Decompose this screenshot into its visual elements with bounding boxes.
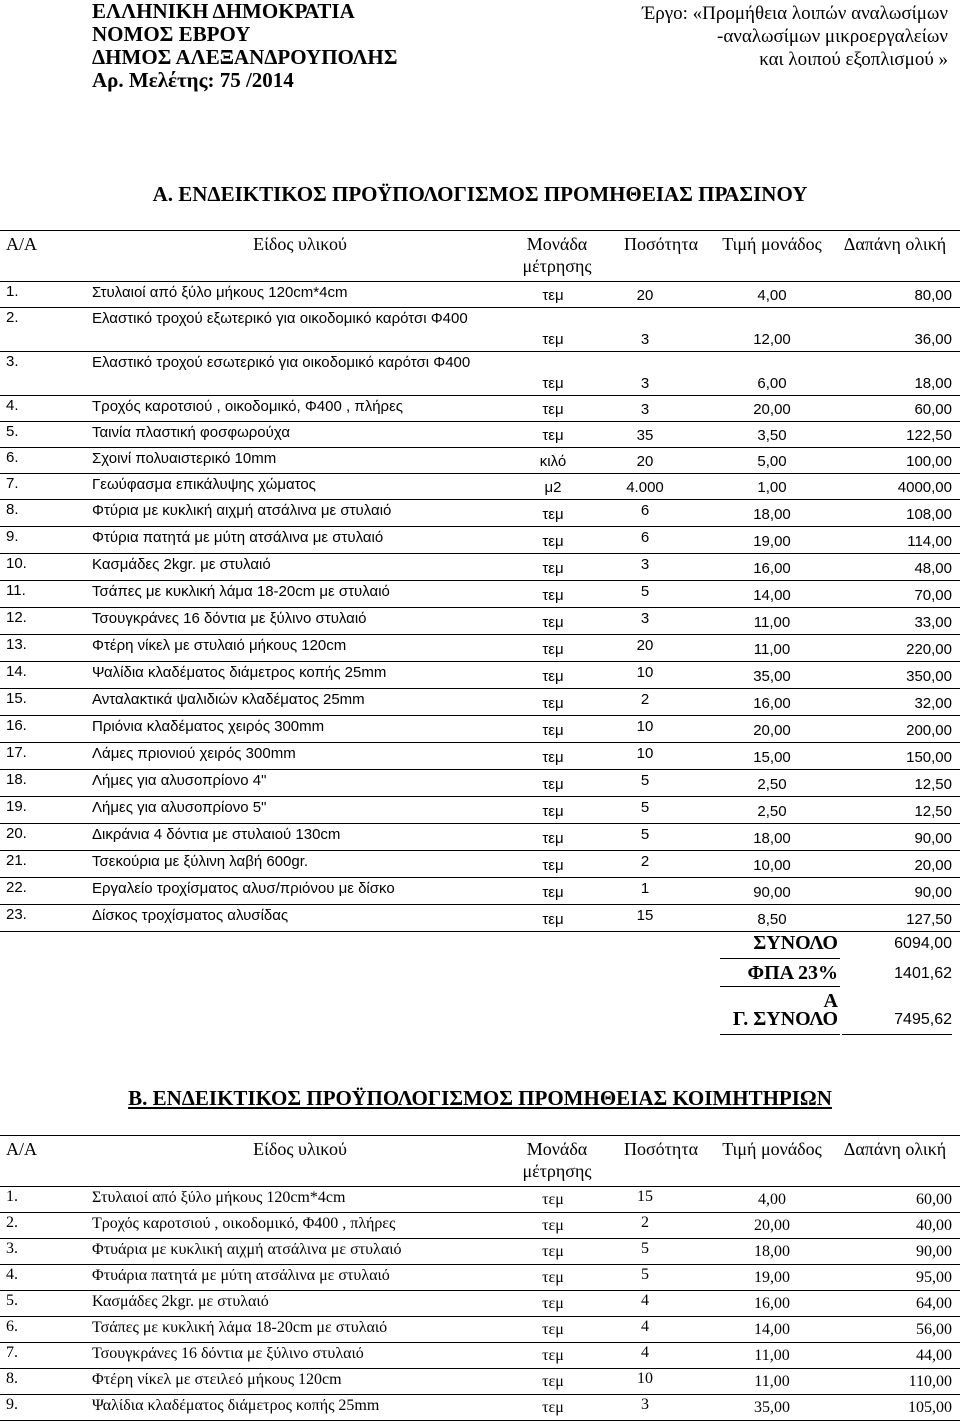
row-total: 105,00 (908, 1399, 952, 1416)
row-qty: 3 (640, 556, 650, 573)
row-total: 33,00 (914, 614, 952, 631)
row-total: 80,00 (914, 287, 952, 304)
header-qty: Ποσότητα (623, 234, 698, 254)
row-price: 2,50 (757, 776, 787, 793)
row-total: 20,00 (914, 857, 952, 874)
row-number: 8. (6, 501, 19, 518)
row-number: 5. (6, 1292, 18, 1309)
row-number: 11. (6, 582, 26, 599)
row-price: 20,00 (753, 401, 791, 418)
row-qty: 2 (641, 1214, 649, 1231)
row-item: Στυλαιοί από ξύλο μήκους 120cm*4cm (92, 284, 348, 301)
row-qty: 1 (640, 880, 650, 897)
row-unit: τεμ (542, 331, 564, 348)
row-qty: 20 (636, 453, 654, 470)
table-row (0, 1238, 960, 1265)
row-item: Ψαλίδια κλαδέματος διάμετρος κοπής 25mm (92, 664, 387, 681)
row-qty: 3 (640, 401, 650, 418)
header-total: Δαπάνη ολική (843, 234, 947, 254)
row-number: 21. (6, 852, 27, 869)
row-item: Σχοινί πολυαιστερικό 10mm (92, 450, 277, 467)
table-header (0, 1135, 960, 1187)
row-price: 16,00 (754, 1295, 790, 1312)
row-price: 11,00 (753, 641, 791, 658)
row-qty: 3 (640, 610, 650, 627)
table-row (0, 526, 960, 554)
row-number: 5. (6, 423, 19, 440)
row-unit: τεμ (542, 1373, 564, 1390)
row-unit: τεμ (542, 1321, 564, 1338)
row-number: 20. (6, 825, 27, 842)
row-number: 7. (6, 475, 19, 492)
row-number: 7. (6, 1344, 18, 1361)
header-price: Τιμή μονάδος (722, 234, 822, 254)
row-price: 16,00 (753, 560, 791, 577)
table-row (0, 715, 960, 743)
header-unit: Μονάδα μέτρησης (522, 234, 592, 276)
row-number: 4. (6, 1266, 18, 1283)
row-qty: 20 (636, 637, 654, 654)
row-qty: 5 (640, 826, 650, 843)
row-item: Εργαλείο τροχίσματος αλυσ/πριόνου με δίσκο (92, 880, 395, 897)
row-qty: 10 (636, 718, 654, 735)
table-row (0, 1186, 960, 1213)
row-item: Ελαστικό τροχού εξωτερικό για οικοδομικό καρότσι Φ400 (92, 310, 468, 327)
row-item: Δίσκος τροχίσματος αλυσίδας (92, 907, 289, 924)
table-row (0, 688, 960, 716)
row-item: Φτύρια με κυκλική αιχμή ατσάλινα με στυλαιό (92, 502, 392, 519)
totals-value: 1401,62 (894, 965, 952, 982)
row-unit: τεμ (542, 1347, 564, 1364)
row-price: 5,00 (757, 453, 787, 470)
row-total: 110,00 (908, 1373, 952, 1390)
row-total: 200,00 (906, 722, 952, 739)
row-item: Δικράνια 4 δόντια με στυλαιού 130cm (92, 826, 341, 843)
table-row (0, 1342, 960, 1369)
totals-divider (720, 1034, 840, 1035)
row-qty: 4.000 (626, 479, 664, 496)
row-price: 10,00 (753, 857, 791, 874)
table-header (0, 230, 960, 282)
row-number: 15. (6, 690, 27, 707)
row-number: 8. (6, 1370, 18, 1387)
row-qty: 15 (636, 907, 654, 924)
row-item: Τσεκούρια με ξύλινη λαβή 600gr. (92, 853, 309, 870)
row-price: 20,00 (754, 1217, 790, 1234)
row-unit: τεμ (542, 911, 564, 928)
row-total: 122,50 (906, 427, 952, 444)
row-item: Φτυάρια με κυκλική αιχμή ατσάλινα με στυλαιό (92, 1241, 402, 1258)
table-row (0, 499, 960, 527)
row-number: 4. (6, 397, 19, 414)
row-qty: 6 (640, 502, 650, 519)
row-number: 23. (6, 906, 27, 923)
row-price: 90,00 (753, 884, 791, 901)
table-row (0, 307, 960, 352)
row-unit: τεμ (542, 1217, 564, 1234)
row-price: 11,00 (754, 1347, 790, 1364)
row-unit: τεμ (542, 401, 564, 418)
table-row (0, 634, 960, 662)
row-price: 4,00 (757, 287, 787, 304)
row-total: 12,50 (914, 776, 952, 793)
header-item: Είδος υλικού (253, 1139, 347, 1159)
row-price: 14,00 (753, 587, 791, 604)
row-number: 16. (6, 717, 27, 734)
row-unit: τεμ (542, 1243, 564, 1260)
row-total: 150,00 (906, 749, 952, 766)
row-price: 18,00 (754, 1243, 790, 1260)
row-unit: τεμ (542, 830, 564, 847)
row-item: Κασμάδες 2kgr. με στυλαιό (92, 556, 271, 573)
row-total: 56,00 (916, 1321, 952, 1338)
row-number: 17. (6, 744, 27, 761)
header-right-line: -αναλωσίμων μικροεργαλείων (717, 26, 948, 47)
row-price: 14,00 (754, 1321, 790, 1338)
row-number: 3. (6, 353, 19, 370)
row-unit: κιλό (539, 453, 567, 470)
row-unit: τεμ (542, 749, 564, 766)
header-left-line: ΔΗΜΟΣ ΑΛΕΞΑΝΔΡΟΥΠΟΛΗΣ (92, 45, 398, 69)
row-total: 90,00 (914, 884, 952, 901)
row-qty: 5 (640, 799, 650, 816)
row-price: 8,50 (757, 911, 787, 928)
row-item: Στυλαιοί από ξύλο μήκους 120cm*4cm (92, 1189, 346, 1206)
row-total: 95,00 (916, 1269, 952, 1286)
row-qty: 5 (641, 1266, 649, 1283)
header-left (92, 0, 397, 92)
row-qty: 20 (636, 287, 654, 304)
row-unit: τεμ (542, 776, 564, 793)
row-item: Λήμες για αλυσοπρίονο 5" (92, 799, 267, 816)
row-qty: 4 (641, 1318, 649, 1335)
header-aa: Α/Α (6, 234, 37, 254)
section-b-title-text: Β. ΕΝΔΕΙΚΤΙΚΟΣ ΠΡΟΫΠΟΛΟΓΙΣΜΟΣ ΠΡΟΜΗΘΕΙΑΣ ΚΟΙΜΗΤΗΡΙΩΝ (128, 1086, 832, 1110)
row-price: 4,00 (758, 1191, 786, 1208)
row-number: 6. (6, 1318, 18, 1335)
row-item: Ψαλίδια κλαδέματος διάμετρος κοπής 25mm (92, 1397, 380, 1414)
row-total: 90,00 (914, 830, 952, 847)
row-total: 220,00 (906, 641, 952, 658)
section-b-title (0, 1086, 960, 1111)
table-row (0, 421, 960, 448)
row-number: 9. (6, 528, 19, 545)
row-price: 15,00 (753, 749, 791, 766)
table-row (0, 447, 960, 474)
row-unit: τεμ (542, 614, 564, 631)
header-item: Είδος υλικού (253, 234, 347, 254)
table-row (0, 1394, 960, 1421)
header-aa: Α/Α (6, 1139, 37, 1159)
row-total: 108,00 (906, 506, 952, 523)
row-qty: 3 (641, 1396, 649, 1413)
section-a-title: Α. ΕΝΔΕΙΚΤΙΚΟΣ ΠΡΟΫΠΟΛΟΓΙΣΜΟΣ ΠΡΟΜΗΘΕΙΑΣ ΠΡΑΣΙΝΟΥ (152, 182, 808, 206)
row-unit: μ2 (544, 479, 562, 496)
table-row (0, 473, 960, 500)
totals-label: Γ. ΣΥΝΟΛΟ (732, 1008, 838, 1030)
row-item: Φτύρια πατητά με μύτη ατσάλινα με στυλαιό (92, 529, 384, 546)
table-row (0, 823, 960, 851)
totals-divider (842, 1034, 952, 1035)
table-row (0, 769, 960, 797)
row-price: 35,00 (753, 668, 791, 685)
row-item: Φτέρη νίκελ με στυλαιό μήκους 120cm (92, 637, 347, 654)
table-row (0, 877, 960, 905)
row-item: Τσουγκράνες 16 δόντια με ξύλινο στυλαιό (92, 1345, 364, 1362)
row-total: 18,00 (914, 375, 952, 392)
row-unit: τεμ (542, 857, 564, 874)
totals-value: 7495,62 (894, 1011, 952, 1028)
row-unit: τεμ (542, 587, 564, 604)
row-item: Φτέρη νίκελ με στειλεό μήκους 120cm (92, 1371, 342, 1388)
totals-divider (720, 986, 840, 987)
table-row (0, 553, 960, 581)
totals-divider (720, 958, 840, 959)
row-qty: 10 (637, 1370, 653, 1387)
row-total: 44,00 (916, 1347, 952, 1364)
row-total: 64,00 (916, 1295, 952, 1312)
row-qty: 10 (636, 664, 654, 681)
row-price: 19,00 (753, 533, 791, 550)
row-total: 4000,00 (897, 479, 952, 496)
table-row (0, 661, 960, 689)
row-number: 22. (6, 879, 27, 896)
row-number: 6. (6, 449, 19, 466)
row-qty: 5 (641, 1240, 649, 1257)
row-item: Τροχός καροτσιού , οικοδομικό, Φ400 , πλήρες (92, 398, 403, 415)
row-qty: 3 (640, 331, 650, 348)
row-price: 3,50 (757, 427, 787, 444)
row-number: 3. (6, 1240, 18, 1257)
row-item: Γεωύφασμα επικάλυψης χώματος (92, 476, 316, 493)
row-unit: τεμ (542, 1191, 564, 1208)
row-unit: τεμ (542, 427, 564, 444)
row-qty: 5 (640, 583, 650, 600)
row-item: Ταινία πλαστική φοσφωρούχα (92, 424, 290, 441)
table-row (0, 850, 960, 878)
row-item: Φτυάρια πατητά με μύτη ατσάλινα με στυλαιό (92, 1267, 390, 1284)
row-item: Ανταλακτικά ψαλιδιών κλαδέματος 25mm (92, 691, 365, 708)
totals-label: ΦΠΑ 23% (747, 962, 838, 984)
row-unit: τεμ (542, 1295, 564, 1312)
row-price: 1,00 (757, 479, 787, 496)
row-price: 18,00 (753, 506, 791, 523)
header-total: Δαπάνη ολική (843, 1139, 947, 1159)
row-qty: 2 (640, 691, 650, 708)
row-item: Τσάπες με κυκλική λάμα 18-20cm με στυλαιό (92, 1319, 388, 1336)
row-qty: 35 (636, 427, 654, 444)
row-item: Λήμες για αλυσοπρίονο 4" (92, 772, 267, 789)
header-qty: Ποσότητα (623, 1139, 698, 1159)
row-number: 2. (6, 1214, 18, 1231)
row-qty: 10 (636, 745, 654, 762)
row-unit: τεμ (542, 668, 564, 685)
totals-label: Α (823, 990, 838, 1012)
row-unit: τεμ (542, 375, 564, 392)
row-total: 60,00 (914, 401, 952, 418)
row-total: 60,00 (916, 1191, 952, 1208)
row-unit: τεμ (542, 1399, 564, 1416)
row-number: 13. (6, 636, 27, 653)
totals-value: 6094,00 (894, 935, 952, 952)
row-item: Τσάπες με κυκλική λάμα 18-20cm με στυλαιό (92, 583, 390, 600)
row-unit: τεμ (542, 884, 564, 901)
table-row (0, 395, 960, 422)
table-row (0, 351, 960, 396)
table-row (0, 904, 960, 932)
header-price: Τιμή μονάδος (722, 1139, 822, 1159)
row-total: 127,50 (906, 911, 952, 928)
row-number: 1. (6, 1188, 18, 1205)
row-total: 36,00 (914, 331, 952, 348)
row-item: Λάμες πριονιού χειρός 300mm (92, 745, 296, 762)
header-unit: Μονάδα μέτρησης (522, 1139, 592, 1181)
row-number: 18. (6, 771, 27, 788)
row-item: Ελαστικό τροχού εσωτερικό για οικοδομικό καρότσι Φ400 (92, 354, 471, 371)
row-qty: 15 (637, 1188, 653, 1205)
row-price: 11,00 (754, 1373, 790, 1390)
header-right-line: και λοιπού εξοπλισμού » (759, 49, 948, 70)
row-price: 20,00 (753, 722, 791, 739)
row-total: 114,00 (907, 533, 952, 550)
row-price: 19,00 (754, 1269, 790, 1286)
row-price: 11,00 (753, 614, 791, 631)
row-number: 14. (6, 663, 27, 680)
row-number: 1. (6, 283, 19, 300)
row-price: 12,00 (753, 331, 791, 348)
table-row (0, 607, 960, 635)
row-number: 2. (6, 309, 19, 326)
row-unit: τεμ (542, 506, 564, 523)
row-price: 2,50 (757, 803, 787, 820)
row-price: 16,00 (753, 695, 791, 712)
row-unit: τεμ (542, 641, 564, 658)
table-row (0, 1212, 960, 1239)
row-number: 10. (6, 555, 27, 572)
header-left-line: ΝΟΜΟΣ ΕΒΡΟΥ (92, 22, 251, 46)
row-number: 19. (6, 798, 27, 815)
row-price: 6,00 (757, 375, 787, 392)
row-total: 70,00 (914, 587, 952, 604)
table-row (0, 1316, 960, 1343)
row-unit: τεμ (542, 1269, 564, 1286)
row-unit: τεμ (542, 560, 564, 577)
row-number: 9. (6, 1396, 18, 1413)
table-row (0, 1264, 960, 1291)
row-price: 18,00 (753, 830, 791, 847)
row-qty: 4 (641, 1292, 649, 1309)
row-total: 100,00 (906, 453, 952, 470)
row-item: Κασμάδες 2kgr. με στυλαιό (92, 1293, 269, 1310)
row-number: 12. (6, 609, 27, 626)
row-item: Πριόνια κλαδέματος χειρός 300mm (92, 718, 325, 735)
totals-label: ΣΥΝΟΛΟ (753, 932, 838, 954)
row-total: 90,00 (916, 1243, 952, 1260)
row-total: 350,00 (906, 668, 952, 685)
table-row (0, 281, 960, 308)
row-total: 12,50 (914, 803, 952, 820)
header-left-line: ΕΛΛΗΝΙΚΗ ΔΗΜΟΚΡΑΤΙΑ (92, 0, 355, 23)
row-total: 32,00 (914, 695, 952, 712)
row-qty: 3 (640, 375, 650, 392)
row-unit: τεμ (542, 695, 564, 712)
row-unit: τεμ (542, 722, 564, 739)
row-qty: 2 (640, 853, 650, 870)
row-unit: τεμ (542, 533, 564, 550)
header-left-line: Αρ. Μελέτης: 75 /2014 (92, 68, 294, 92)
table-row (0, 796, 960, 824)
header-right-line: Έργο: «Προμήθεια λοιπών αναλωσίμων (642, 3, 948, 24)
row-qty: 5 (640, 772, 650, 789)
table-row (0, 1290, 960, 1317)
table-row (0, 580, 960, 608)
row-qty: 4 (641, 1344, 649, 1361)
row-item: Τσουγκράνες 16 δόντια με ξύλινο στυλαιό (92, 610, 367, 627)
row-unit: τεμ (542, 803, 564, 820)
row-price: 35,00 (754, 1399, 790, 1416)
table-row (0, 1368, 960, 1395)
table-row (0, 742, 960, 770)
row-unit: τεμ (542, 287, 564, 304)
row-qty: 6 (640, 529, 650, 546)
row-item: Τροχός καροτσιού , οικοδομικό, Φ400 , πλήρες (92, 1215, 396, 1232)
header-right (528, 2, 948, 71)
row-total: 48,00 (914, 560, 952, 577)
row-total: 40,00 (916, 1217, 952, 1234)
